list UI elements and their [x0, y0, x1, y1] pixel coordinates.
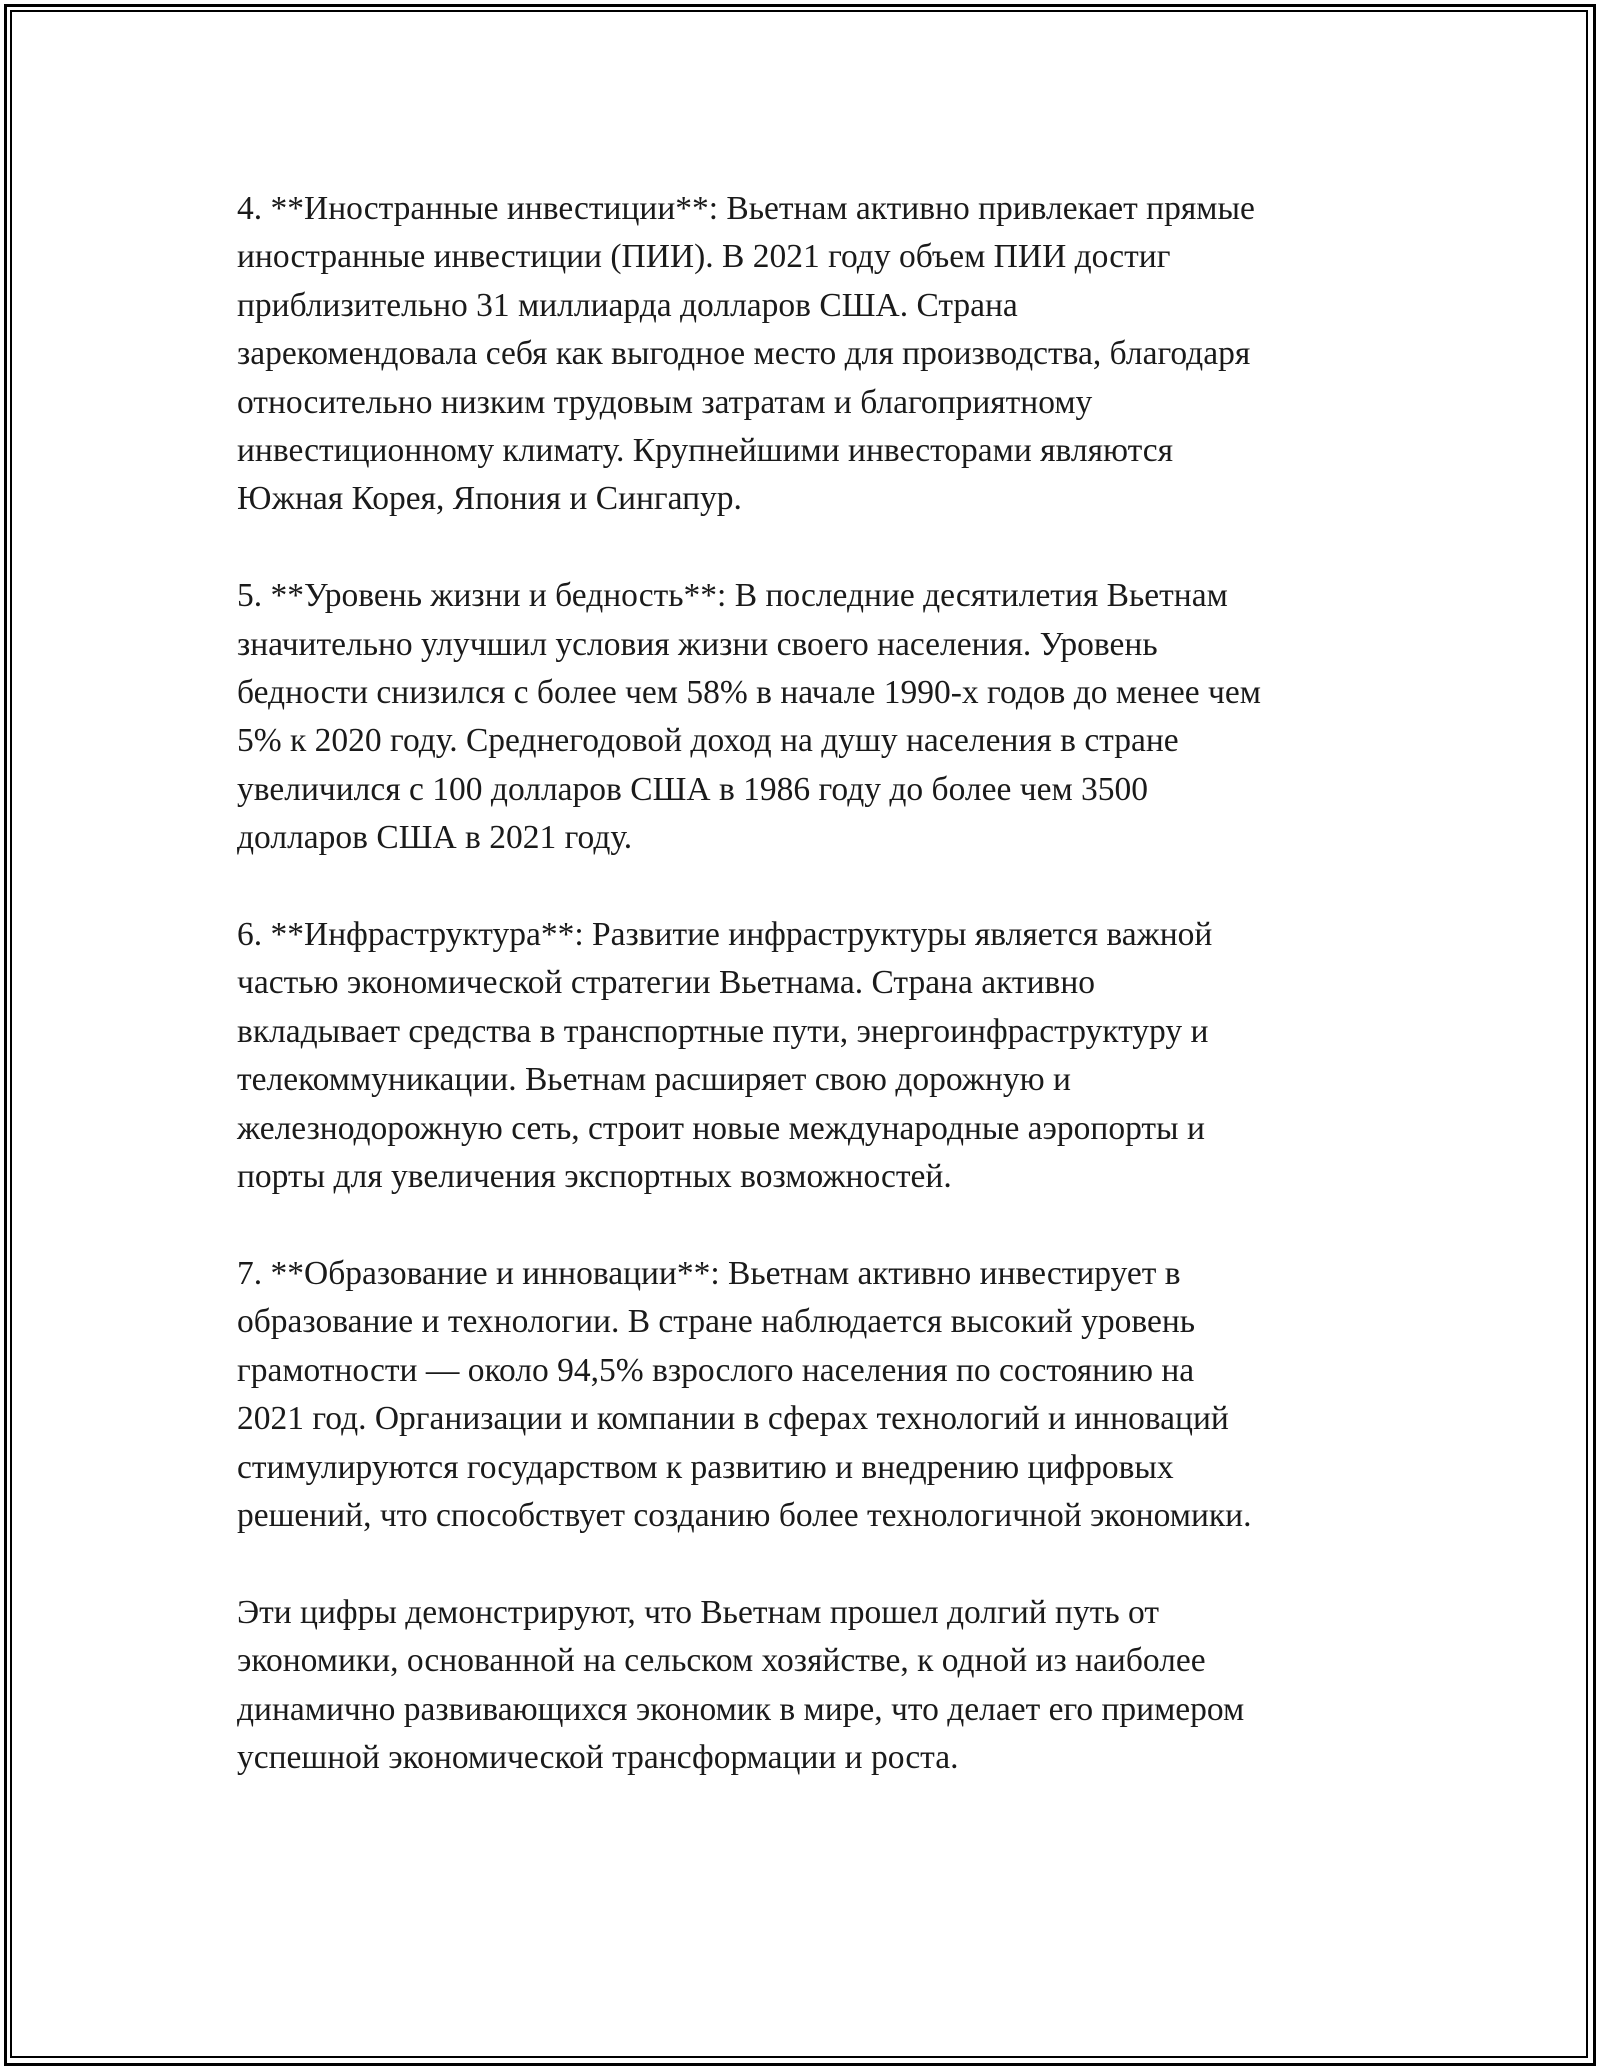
paragraph-foreign-investment: 4. **Иностранные инвестиции**: Вьетнам активно привлекает прямые иностранные инвестиции (ПИИ). В 2021 году объем ПИИ достиг приблизительно 31 миллиарда долларов США. Страна зарекомендовала себя как выгодное место для производства, благодаря относительно низким трудовым затратам и благоприятному инвестиционному климату. Крупнейшими инвесторами являются Южная Корея, Япония и Сингапур. [237, 190, 1255, 518]
document-body [237, 185, 1377, 1831]
paragraph-living-standards: 5. **Уровень жизни и бедность**: В последние десятилетия Вьетнам значительно улучшил условия жизни своего населения. Уровень бедности снизился с более чем 58% в начале 1990-х годов до менее чем 5% к 2020 году. Среднегодовой доход на душу населения в стране увеличился с 100 долларов США в 1986 году до более чем 3500 долларов США в 2021 году. [237, 577, 1261, 857]
paragraph-education: 7. **Образование и инновации**: Вьетнам активно инвестирует в образование и технологии. В стране наблюдается высокий уровень грамотности — около 94,5% взрослого населения по состоянию на 2021 год. Организации и компании в сферах технологий и инноваций стимулируются государством к развитию и внедрению цифровых решений, что способствует созданию более технологичной экономики. [237, 1254, 1252, 1534]
paragraph-infrastructure: 6. **Инфраструктура**: Развитие инфраструктуры является важной частью экономической стратегии Вьетнама. Страна активно вкладывает средства в транспортные пути, энергоинфраструктуру и телекоммуникации. Вьетнам расширяет свою дорожную и железнодорожную сеть, строит новые международные аэропорты и порты для увеличения экспортных возможностей. [237, 916, 1213, 1196]
paragraph-conclusion: Эти цифры демонстрируют, что Вьетнам прошел долгий путь от экономики, основанной на сельском хозяйстве, к одной из наиболее динамично развивающихся экономик в мире, что делает его примером успешной экономической трансформации и роста. [237, 1593, 1245, 1776]
